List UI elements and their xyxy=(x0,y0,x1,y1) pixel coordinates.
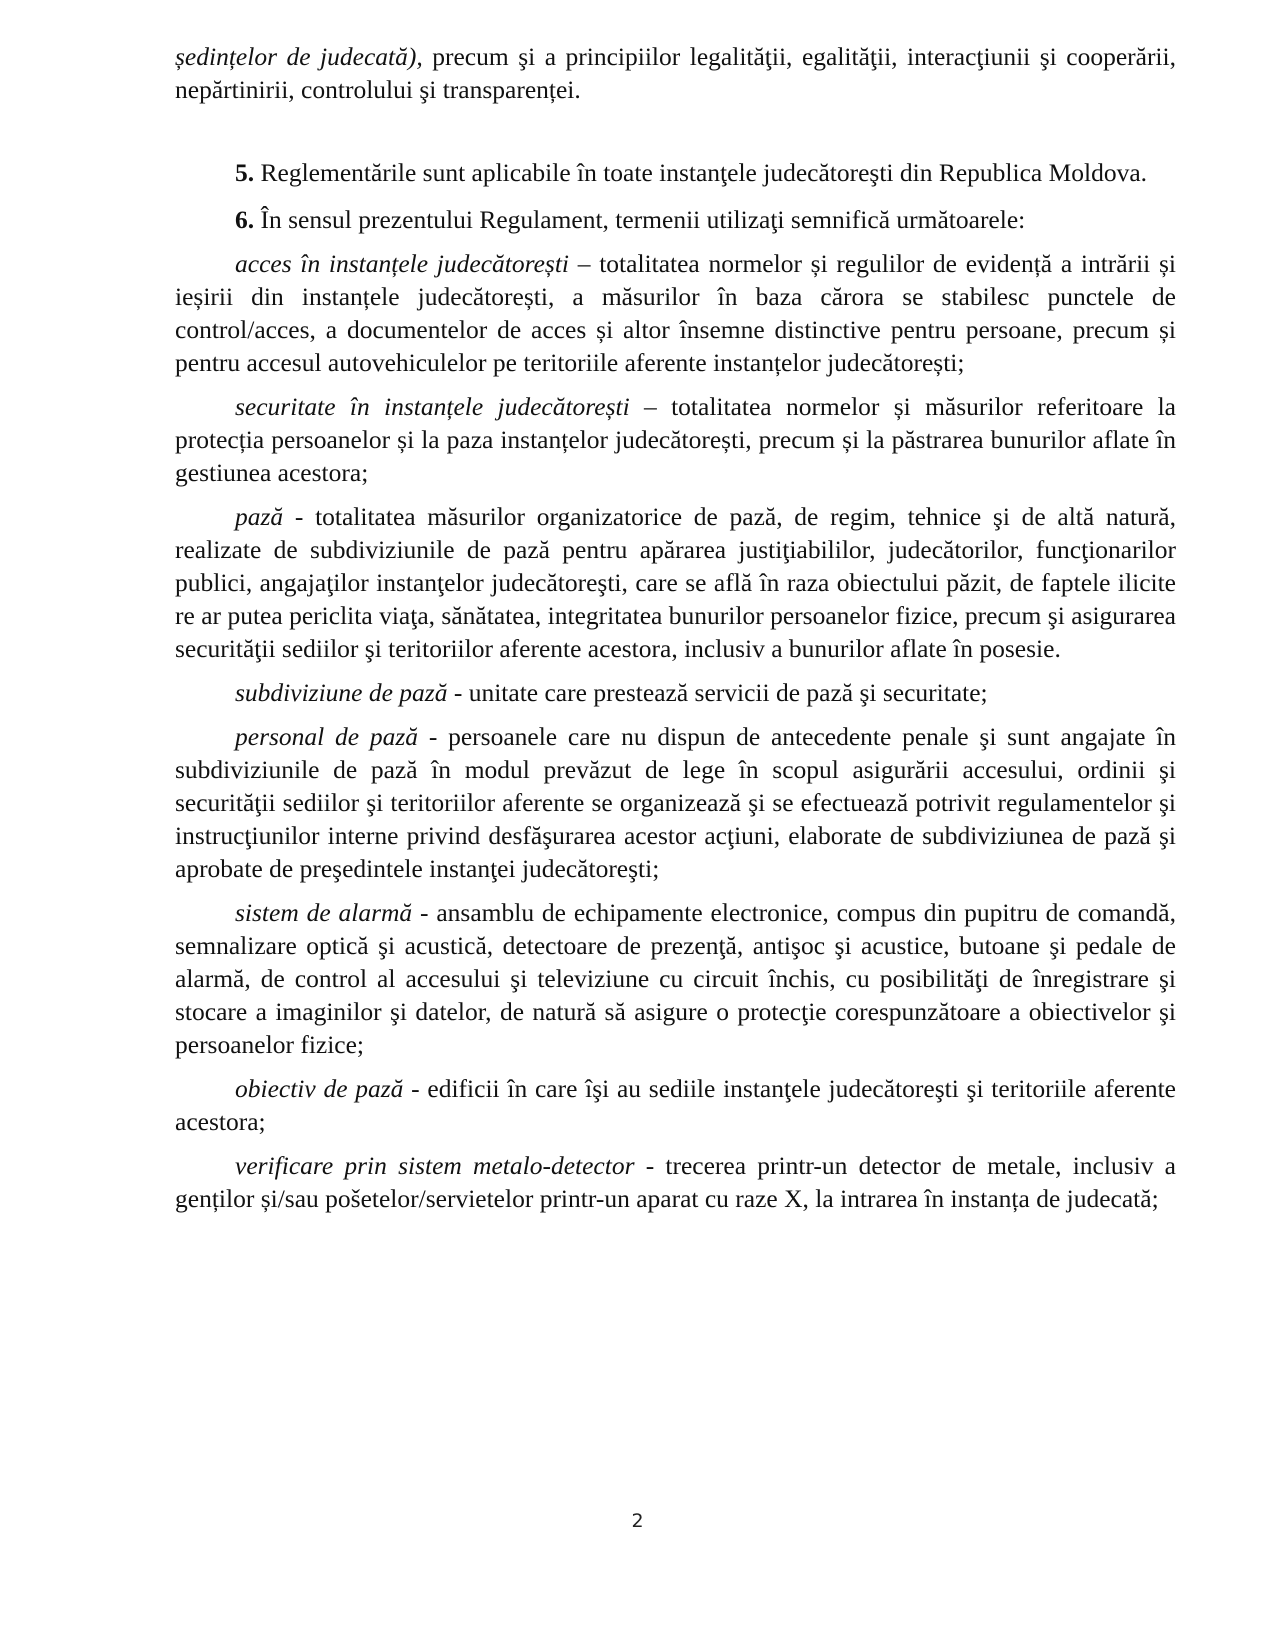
definition-term: subdiviziune de pază xyxy=(235,678,448,707)
definition-text: - edificii în care îşi au sediile instanţele judecătoreşti şi teritoriile aferente acestora; xyxy=(175,1074,1177,1136)
article-5-text: Reglementările sunt aplicabile în toate instanţele judecătoreşti din Republica Moldova. xyxy=(254,158,1148,187)
definition-verificare xyxy=(175,1149,1176,1215)
intro-paragraph xyxy=(175,40,1176,106)
page-number: 2 xyxy=(631,1510,644,1532)
definition-term: personal de pază xyxy=(235,722,419,751)
article-6-text: În sensul prezentului Regulament, termenii utilizaţi semnifică următoarele: xyxy=(254,205,1026,234)
document-page xyxy=(175,40,1176,1226)
definition-text: - unitate care prestează servicii de pază şi securitate; xyxy=(447,678,988,707)
article-5-paragraph xyxy=(175,156,1176,189)
article-6-paragraph xyxy=(175,203,1176,236)
definition-personal xyxy=(175,720,1176,885)
definition-term: pază xyxy=(235,502,284,531)
article-6-number: 6. xyxy=(235,205,255,234)
definition-term: sistem de alarmă xyxy=(235,898,413,927)
definition-securitate xyxy=(175,390,1176,489)
definition-term: verificare prin sistem metalo-detector xyxy=(235,1151,635,1180)
definition-paza xyxy=(175,500,1176,665)
definition-term: obiectiv de pază xyxy=(235,1074,404,1103)
intro-term: ședințelor de judecată), xyxy=(175,42,423,71)
definition-text: – totalitatea normelor și regulilor de evidență a intrării și ieșirii din instanțele judecătorești, a măsurilor în baza cărora se stabilesc punctele de control/acces, a documentelor de acces și altor însemne distinctive pentru persoane, precum și pentru accesul autovehiculelor pe teritoriile aferente instanțelor judecătorești; xyxy=(175,249,1176,377)
definition-subdiviziune xyxy=(175,676,1176,709)
intro-text: precum şi a principiilor legalităţii, egalităţii, interacţiunii şi cooperării, nepărtinirii, controlului şi transparenței. xyxy=(175,42,1176,104)
definition-term: acces în instanțele judecătorești xyxy=(235,249,569,278)
definition-text: - trecerea printr-un detector de metale, inclusiv a genților și/sau pošetelor/servietelor printr-un aparat cu raze X, la intrarea în instanța de judecată; xyxy=(175,1151,1176,1213)
definition-text: - persoanele care nu dispun de antecedente penale şi sunt angajate în subdiviziunile de pază în modul prevăzut de lege în scopul asigurării accesului, ordinii şi securităţii sediilor şi teritoriilor aferente se organizează şi se efectuează potrivit regulamentelor şi instrucţiunilor interne privind desfăşurarea acestor acţiuni, elaborate de subdiviziunea de pază şi aprobate de preşedintele instanţei judecătoreşti; xyxy=(175,722,1176,883)
definition-text: – totalitatea normelor și măsurilor referitoare la protecția persoanelor și la paza instanțelor judecătorești, precum și la păstrarea bunurilor aflate în gestiunea acestora; xyxy=(175,392,1176,487)
definition-text: - ansamblu de echipamente electronice, compus din pupitru de comandă, semnalizare optică şi acustică, detectoare de prezenţă, antişoc şi acustice, butoane şi pedale de alarmă, de control al accesului şi televiziune cu circuit închis, cu posibilităţi de înregistrare şi stocare a imaginilor şi datelor, de natură să asigure o protecţie corespunzătoare a obiectivelor şi persoanelor fizice; xyxy=(175,898,1176,1059)
definition-sistem-alarma xyxy=(175,896,1176,1061)
definition-acces xyxy=(175,247,1176,379)
definition-obiectiv xyxy=(175,1072,1176,1138)
article-5-number: 5. xyxy=(235,158,255,187)
definition-text: - totalitatea măsurilor organizatorice de pază, de regim, tehnice şi de altă natură, realizate de subdiviziunile de pază pentru apărarea justiţiabililor, judecătorilor, funcţionarilor publici, angajaţilor instanţelor judecătoreşti, care se află în raza obiectului păzit, de faptele ilicite re ar putea periclita viaţa, sănătatea, integritatea bunurilor persoanelor fizice, precum şi asigurarea securităţii sediilor şi teritoriilor aferente acestora, inclusiv a bunurilor aflate în posesie. xyxy=(175,502,1176,663)
definition-term: securitate în instanțele judecătorești xyxy=(235,392,630,421)
